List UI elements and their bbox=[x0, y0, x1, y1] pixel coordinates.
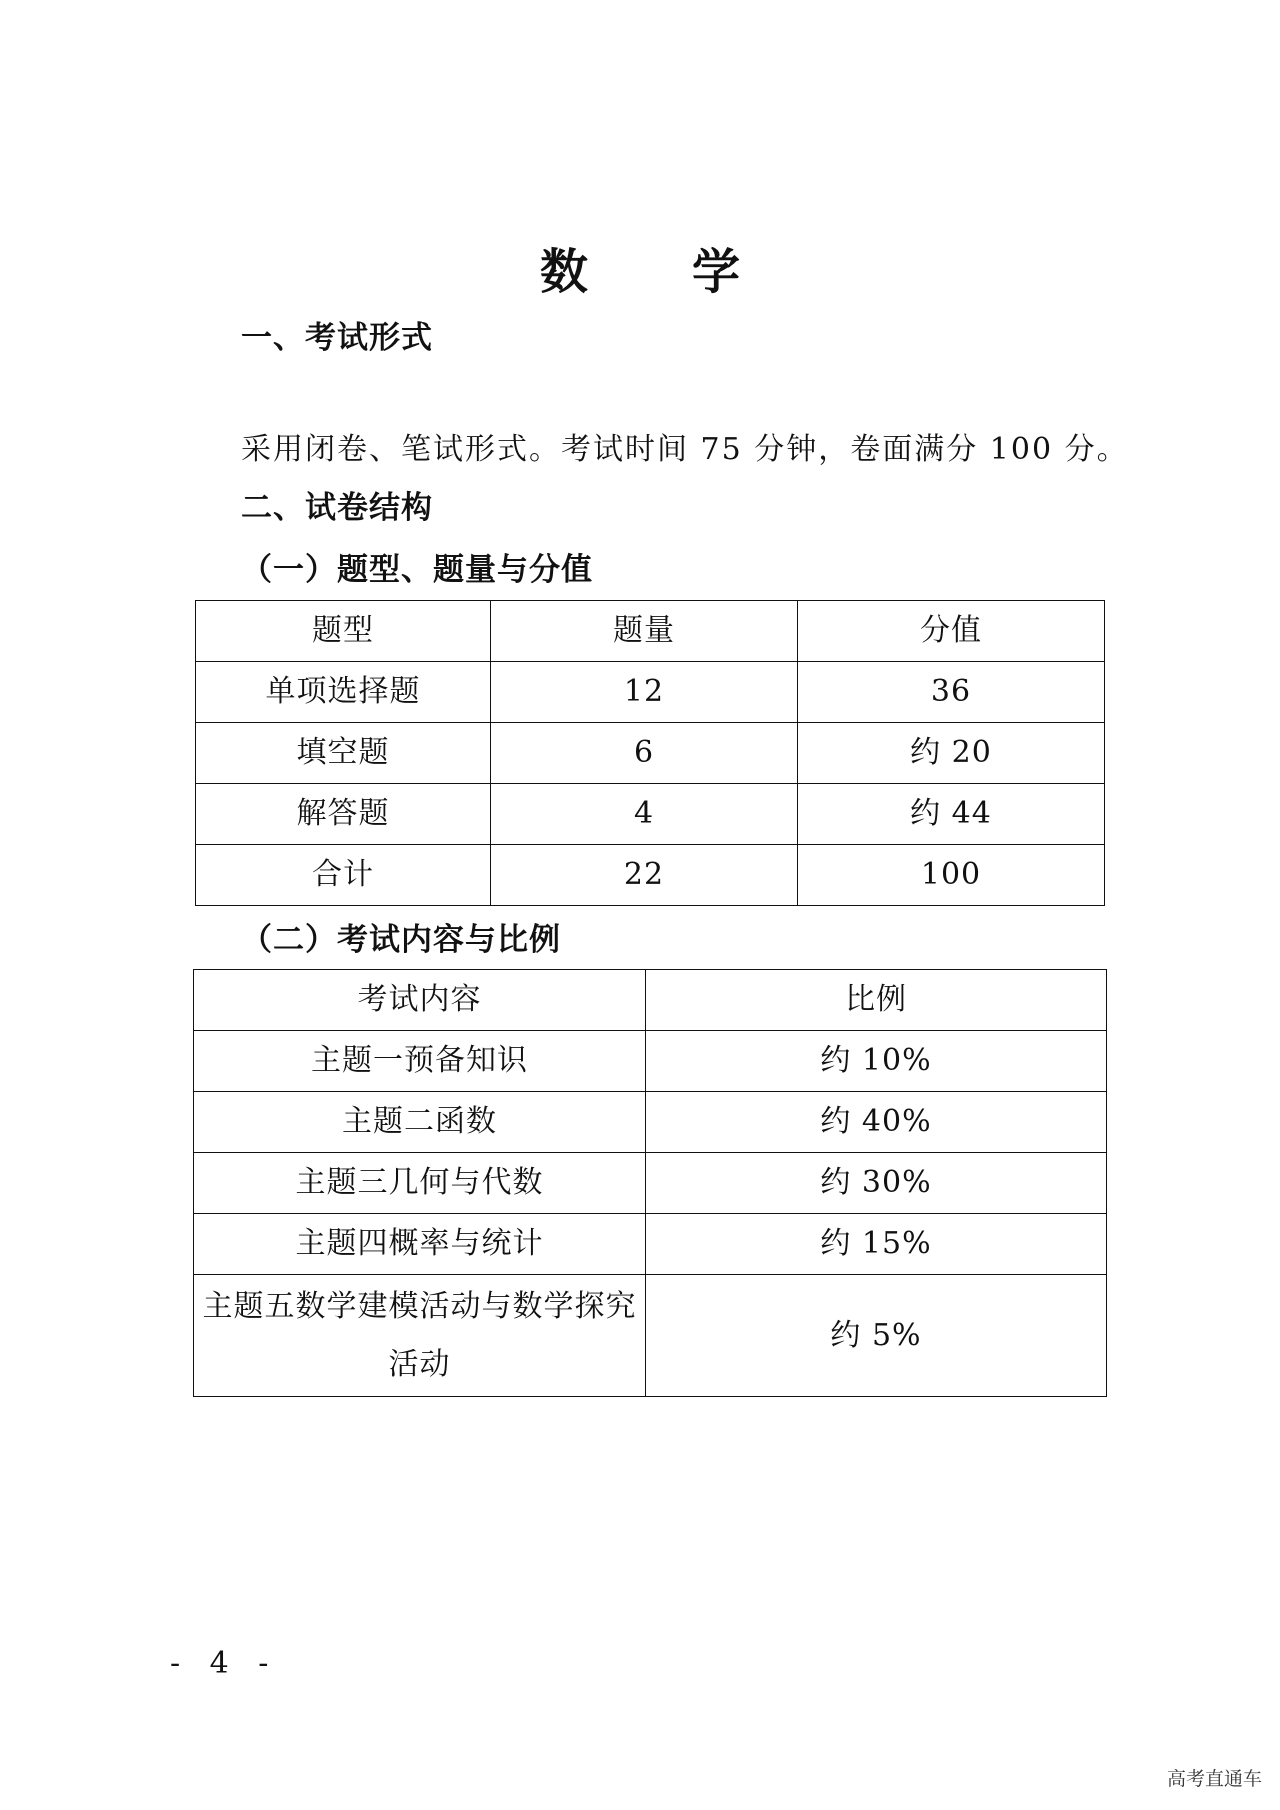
cell-proportion: 约 5% bbox=[646, 1275, 1107, 1397]
cell-proportion: 约 15% bbox=[646, 1214, 1107, 1275]
table-row bbox=[194, 1092, 1107, 1153]
table-row bbox=[194, 1275, 1107, 1397]
subsection-heading-content-proportion: （二）考试内容与比例 bbox=[241, 922, 561, 958]
question-types-table bbox=[195, 600, 1105, 906]
header-cell-score: 分值 bbox=[798, 601, 1105, 662]
cell-type: 解答题 bbox=[196, 784, 491, 845]
cell-content: 主题一预备知识 bbox=[194, 1031, 646, 1092]
cell-count: 4 bbox=[491, 784, 798, 845]
table-header-row bbox=[196, 601, 1105, 662]
cell-content: 主题三几何与代数 bbox=[194, 1153, 646, 1214]
cell-score: 约 20 bbox=[798, 723, 1105, 784]
section-heading-exam-format: 一、考试形式 bbox=[241, 320, 433, 356]
cell-score: 100 bbox=[798, 845, 1105, 906]
table-row bbox=[194, 1214, 1107, 1275]
table-row bbox=[196, 662, 1105, 723]
watermark-text: 高考直通车 bbox=[1166, 1768, 1262, 1790]
cell-type: 合计 bbox=[196, 845, 491, 906]
cell-proportion: 约 40% bbox=[646, 1092, 1107, 1153]
subsection-heading-question-types: （一）题型、题量与分值 bbox=[241, 552, 593, 588]
table-row bbox=[196, 784, 1105, 845]
cell-type: 填空题 bbox=[196, 723, 491, 784]
cell-content: 主题五数学建模活动与数学探究活动 bbox=[194, 1275, 646, 1397]
cell-score: 36 bbox=[798, 662, 1105, 723]
page-number: - 4 - bbox=[170, 1646, 279, 1681]
cell-content: 主题四概率与统计 bbox=[194, 1214, 646, 1275]
table-row bbox=[194, 1153, 1107, 1214]
cell-proportion: 约 10% bbox=[646, 1031, 1107, 1092]
cell-score: 约 44 bbox=[798, 784, 1105, 845]
header-cell-content: 考试内容 bbox=[194, 970, 646, 1031]
cell-count: 12 bbox=[491, 662, 798, 723]
table-header-row bbox=[194, 970, 1107, 1031]
cell-type: 单项选择题 bbox=[196, 662, 491, 723]
section-heading-paper-structure: 二、试卷结构 bbox=[241, 490, 433, 526]
cell-proportion: 约 30% bbox=[646, 1153, 1107, 1214]
table-row bbox=[196, 723, 1105, 784]
header-cell-type: 题型 bbox=[196, 601, 491, 662]
header-cell-proportion: 比例 bbox=[646, 970, 1107, 1031]
table-row-total bbox=[196, 845, 1105, 906]
page-title: 数 学 bbox=[539, 244, 768, 300]
cell-count: 6 bbox=[491, 723, 798, 784]
cell-content: 主题二函数 bbox=[194, 1092, 646, 1153]
cell-count: 22 bbox=[491, 845, 798, 906]
table-row bbox=[194, 1031, 1107, 1092]
exam-format-text: 采用闭卷、笔试形式。考试时间 75 分钟，卷面满分 100 分。 bbox=[241, 432, 1129, 467]
content-proportion-table bbox=[193, 969, 1107, 1397]
header-cell-count: 题量 bbox=[491, 601, 798, 662]
